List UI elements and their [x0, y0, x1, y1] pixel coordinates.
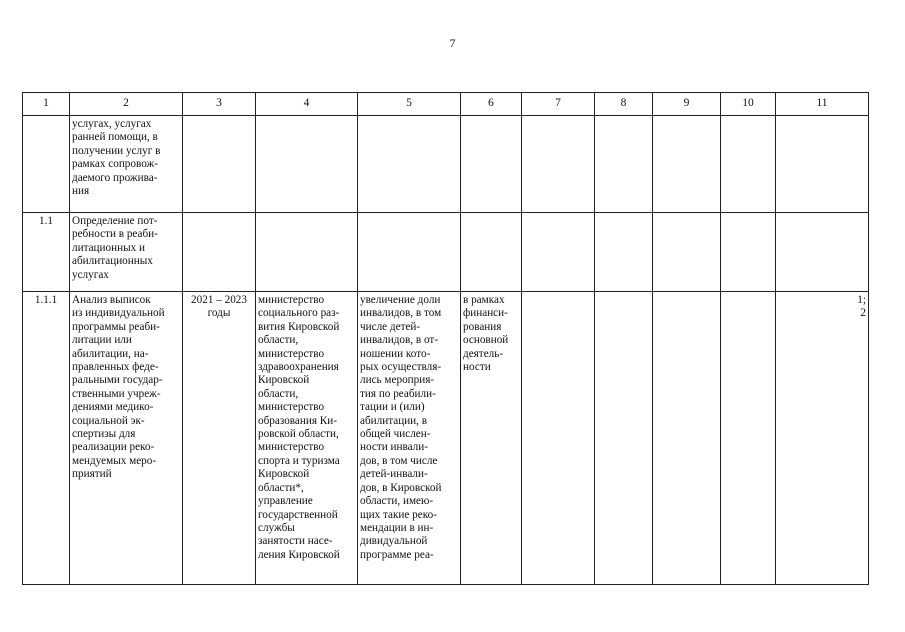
text-line: правленных феде-	[72, 361, 159, 374]
text-line: здравоохранения	[258, 361, 339, 374]
measure-name-cell	[70, 213, 183, 292]
text-line: рамках сопровож-	[72, 158, 158, 171]
text-line: годы	[207, 307, 231, 320]
row-number-cell	[23, 116, 70, 213]
executors-cell	[256, 213, 358, 292]
text-line: образования Ки-	[258, 414, 337, 427]
col9-cell	[653, 213, 721, 292]
text-line: инвалидов, в от-	[360, 334, 439, 347]
funding-cell	[461, 213, 522, 292]
text-line: ности инвали-	[360, 441, 428, 454]
header-cell-7: 7	[522, 93, 595, 116]
col9-cell	[653, 292, 721, 585]
text-line: ления Кировской	[258, 548, 340, 561]
text-line: государственной	[258, 508, 338, 521]
header-cell-3: 3	[183, 93, 256, 116]
text-line: спорта и туризма	[258, 454, 340, 467]
text-line: приятий	[72, 468, 112, 481]
text-line: министерство	[258, 401, 325, 414]
text-line: ношении кото-	[360, 347, 431, 360]
col8-cell	[595, 292, 653, 585]
text-line: даемого прожива-	[72, 171, 158, 184]
text-line: числе детей-	[360, 320, 421, 333]
text-line: мендации в ин-	[360, 521, 434, 534]
text-line: области, имею-	[360, 495, 434, 508]
col7-cell	[522, 116, 595, 213]
text-line: получении услуг в	[72, 144, 161, 157]
text-line: литации или	[72, 334, 132, 347]
row-number-cell: 1.1	[23, 213, 70, 292]
text-line: занятости насе-	[258, 535, 333, 548]
text-line: абилитации, в	[360, 414, 428, 427]
period-cell	[183, 213, 256, 292]
text-line: социальной эк-	[72, 414, 145, 427]
col8-cell	[595, 213, 653, 292]
text-line: абилитационных	[72, 255, 153, 268]
text-line: дивидуальной	[360, 535, 428, 548]
funding-cell	[461, 292, 522, 585]
text-line: Определение пот-	[72, 215, 158, 227]
text-line: финанси-	[463, 307, 508, 320]
header-cell-6: 6	[461, 93, 522, 116]
text-line: Кировской	[258, 468, 310, 481]
text-line: рых осуществля-	[360, 361, 442, 374]
text-line: услугах	[72, 268, 109, 281]
text-line: 2021 – 2023	[191, 294, 247, 306]
text-line: рования	[463, 320, 502, 333]
text-line: службы	[258, 521, 295, 534]
text-line: программы реаби-	[72, 320, 160, 333]
row-number-cell: 1.1.1	[23, 292, 70, 585]
text-line: управление	[258, 495, 313, 508]
text-line: лись мероприя-	[360, 374, 435, 387]
text-line: тации и (или)	[360, 401, 425, 414]
text-line: Анализ выписок	[72, 294, 151, 306]
header-cell-4: 4	[256, 93, 358, 116]
measure-name-cell	[70, 116, 183, 213]
text-line: 2	[860, 307, 866, 320]
text-line: ребности в реаби-	[72, 228, 158, 241]
header-cell-9: 9	[653, 93, 721, 116]
text-line: ровской области,	[258, 428, 339, 441]
table-row	[23, 213, 869, 292]
measure-name-cell	[70, 292, 183, 585]
page-number: 7	[449, 36, 456, 50]
header-cell-11: 11	[776, 93, 869, 116]
period-cell	[183, 292, 256, 585]
text-line: ранней помощи, в	[72, 131, 158, 144]
text-line: литационных и	[72, 241, 145, 254]
text-line: министерство	[258, 347, 325, 360]
text-line: дов, в Кировской	[360, 481, 442, 494]
text-line: увеличение доли	[360, 294, 441, 306]
text-line: в рамках	[463, 294, 505, 306]
table-row	[23, 116, 869, 213]
indicator-cell	[358, 116, 461, 213]
text-line: дениями медико-	[72, 401, 154, 414]
text-line: деятель-	[463, 347, 504, 360]
text-line: министерство	[258, 294, 325, 306]
text-line: ственными учреж-	[72, 387, 161, 400]
text-line: спертизы для	[72, 428, 136, 441]
period-cell	[183, 116, 256, 213]
text-line: общей числен-	[360, 428, 431, 441]
header-cell-5: 5	[358, 93, 461, 116]
col10-cell	[721, 116, 776, 213]
text-line: основной	[463, 334, 509, 347]
header-cell-2: 2	[70, 93, 183, 116]
text-line: вития Кировской	[258, 320, 340, 333]
text-line: реализации реко-	[72, 441, 155, 454]
text-line: 1;	[857, 294, 866, 306]
indicator-cell	[358, 292, 461, 585]
plan-table	[22, 92, 869, 585]
col11-cell	[776, 116, 869, 213]
text-line: тия по реабили-	[360, 387, 436, 400]
text-line: ния	[72, 185, 90, 198]
text-line: ности	[463, 361, 491, 374]
text-line: абилитации, на-	[72, 347, 149, 360]
header-cell-8: 8	[595, 93, 653, 116]
col7-cell	[522, 292, 595, 585]
text-line: области,	[258, 334, 299, 347]
header-row	[23, 93, 869, 116]
indicator-cell	[358, 213, 461, 292]
executors-cell	[256, 116, 358, 213]
col8-cell	[595, 116, 653, 213]
header-cell-10: 10	[721, 93, 776, 116]
text-line: инвалидов, в том	[360, 307, 442, 320]
text-line: ральными государ-	[72, 374, 163, 387]
col7-cell	[522, 213, 595, 292]
col10-cell	[721, 292, 776, 585]
table-row	[23, 292, 869, 585]
text-line: щих такие реко-	[360, 508, 437, 521]
funding-cell	[461, 116, 522, 213]
text-line: Кировской	[258, 374, 310, 387]
text-line: детей-инвали-	[360, 468, 428, 481]
text-line: министерство	[258, 441, 325, 454]
executors-cell	[256, 292, 358, 585]
text-line: из индивидуальной	[72, 307, 165, 320]
text-line: дов, в том числе	[360, 454, 438, 467]
col11-cell	[776, 213, 869, 292]
text-line: социального раз-	[258, 307, 340, 320]
text-line: мендуемых меро-	[72, 454, 157, 467]
header-cell-1: 1	[23, 93, 70, 116]
text-line: услугах, услугах	[72, 118, 152, 130]
col11-cell	[776, 292, 869, 585]
text-line: программе реа-	[360, 548, 434, 561]
text-line: области,	[258, 387, 299, 400]
text-line: области*,	[258, 481, 304, 494]
col10-cell	[721, 213, 776, 292]
col9-cell	[653, 116, 721, 213]
